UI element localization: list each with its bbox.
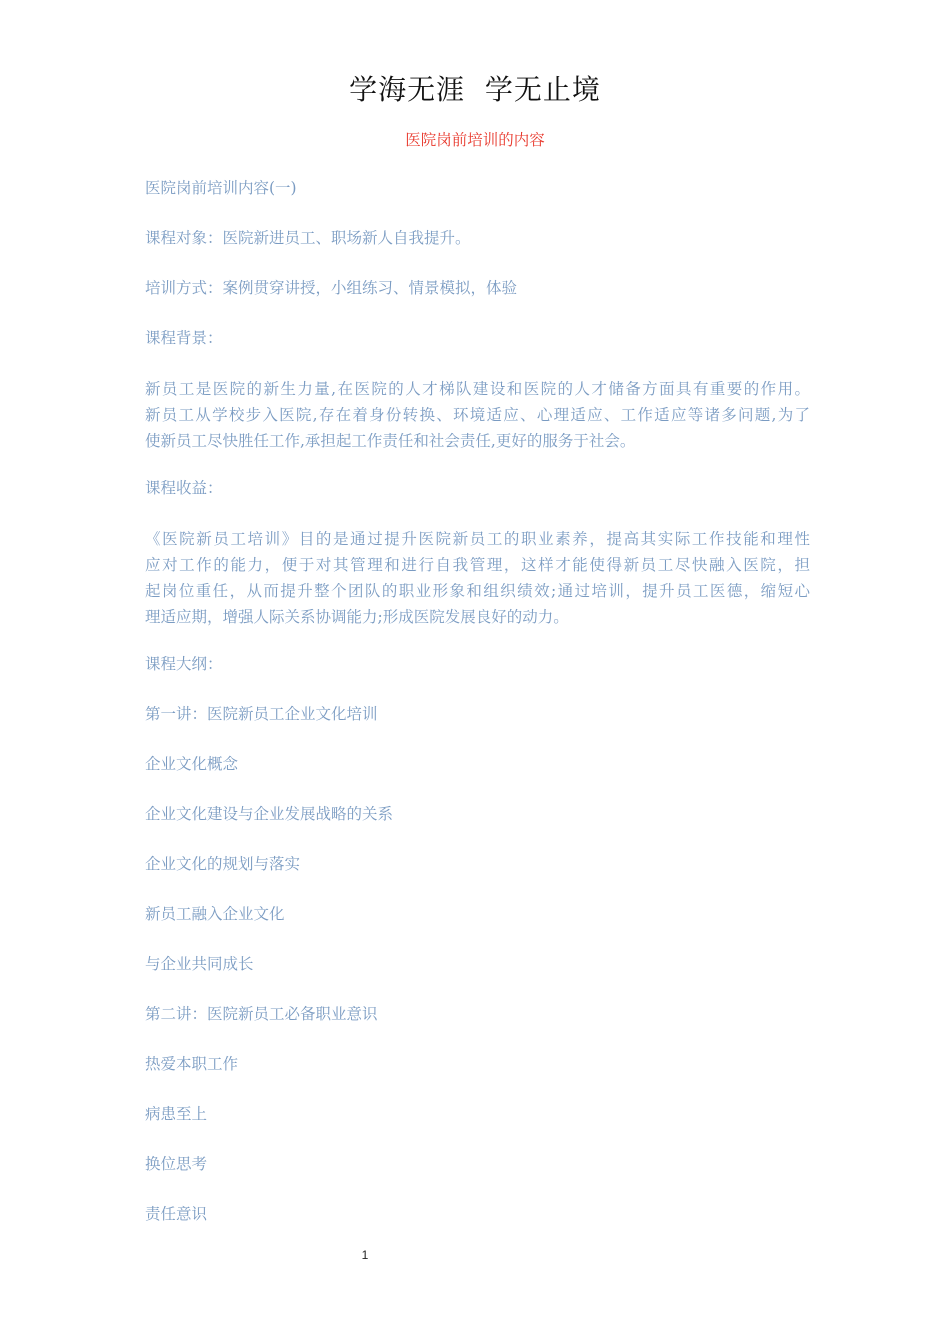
benefit-line: 理适应期，增强人际关系协调能力;形成医院发展良好的动力。 — [145, 608, 569, 626]
lecture-2-heading: 第二讲：医院新员工必备职业意识 — [145, 1005, 378, 1023]
background-line: 新员工从学校步入医院,存在着身份转换、环境适应、心理适应、工作适应等诸多问题,为了 — [145, 406, 810, 424]
outline-item: 换位思考 — [145, 1155, 208, 1173]
outline-item: 热爱本职工作 — [145, 1055, 239, 1073]
course-background-heading: 课程背景： — [145, 329, 223, 347]
page-number: 1 — [361, 1248, 369, 1262]
outline-item: 企业文化概念 — [145, 755, 239, 773]
course-outline-heading: 课程大纲： — [145, 655, 223, 673]
lecture-1-heading: 第一讲：医院新员工企业文化培训 — [145, 705, 378, 723]
training-method: 培训方式：案例贯穿讲授，小组练习、情景模拟，体验 — [145, 279, 518, 297]
course-benefit-heading: 课程收益： — [145, 479, 223, 497]
benefit-line: 应对工作的能力，便于对其管理和进行自我管理，这样才能使得新员工尽快融入医院，担 — [145, 556, 810, 574]
header-motto: 学海无涯 学无止境 — [349, 73, 601, 106]
benefit-line: 起岗位重任，从而提升整个团队的职业形象和组织绩效;通过培训，提升员工医德，缩短心 — [145, 582, 810, 600]
course-benefit-text — [145, 526, 810, 630]
outline-item: 责任意识 — [145, 1205, 208, 1223]
background-line: 新员工是医院的新生力量,在医院的人才梯队建设和医院的人才储备方面具有重要的作用。 — [145, 380, 810, 398]
outline-item: 新员工融入企业文化 — [145, 905, 285, 923]
document-body — [145, 176, 810, 1252]
background-line: 使新员工尽快胜任工作,承担起工作责任和社会责任,更好的服务于社会。 — [145, 432, 636, 450]
outline-item: 企业文化建设与企业发展战略的关系 — [145, 805, 394, 823]
outline-item: 与企业共同成长 — [145, 955, 254, 973]
document-title: 医院岗前培训的内容 — [405, 131, 545, 149]
benefit-line: 《医院新员工培训》目的是通过提升医院新员工的职业素养，提高其实际工作技能和理性 — [145, 530, 810, 548]
outline-item: 企业文化的规划与落实 — [145, 855, 301, 873]
course-audience: 课程对象：医院新进员工、职场新人自我提升。 — [145, 229, 471, 247]
outline-item: 病患至上 — [145, 1105, 208, 1123]
course-background-text — [145, 376, 810, 454]
section-heading: 医院岗前培训内容(一) — [145, 179, 297, 197]
